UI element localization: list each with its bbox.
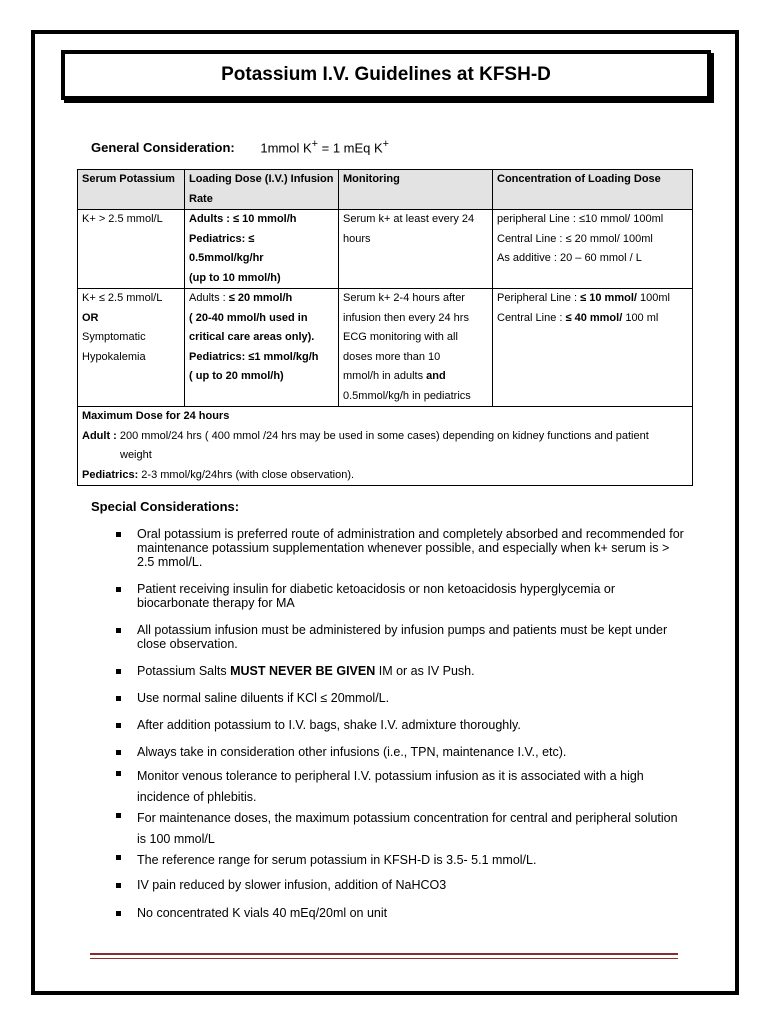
max-dose-peds-text: 2-3 mmol/kg/24hrs (with close observation). [138,468,355,481]
list-item: Use normal saline diluents if KCl ≤ 20mmol/L. [112,691,687,705]
row2-dose-adults-val: ≤ 20 mmol/h [228,292,293,304]
row1-conc-1: peripheral Line : ≤10 mmol/ 100ml [497,213,664,225]
row2-dose-line-2: ( 20-40 mmol/h used in [189,311,308,324]
guidelines-table [77,169,693,486]
row1-conc-2: Central Line : ≤ 20 mmol/ 100ml [497,232,653,245]
salts-pre: Potassium Salts [137,664,231,678]
salts-bold: MUST NEVER BE GIVEN [230,664,376,678]
row1-dose-peds-1: Pediatrics: ≤ [189,232,255,245]
header-serum: Serum Potassium [78,170,185,210]
max-dose-peds [82,466,688,486]
list-item: After addition potassium to I.V. bags, shake I.V. admixture thoroughly. [112,718,687,732]
table-row-max-dose [78,407,693,486]
list-item: Always take in consideration other infusions (i.e., TPN, maintenance I.V., etc). [112,745,687,759]
row2-dose-adults [189,289,334,309]
row2-serum-1: K+ ≤ 2.5 mmol/L [82,292,163,304]
general-consideration-label: General Consideration: [91,140,235,156]
row2-mon-1: Serum k+ 2-4 hours after [343,292,465,304]
row2-mon-5 [343,367,488,387]
row1-dose-peds-3: (up to 10 mmol/h) [189,271,281,284]
header-loading-dose: Loading Dose (I.V.) Infusion Rate [185,170,339,210]
row2-serum-2: OR [82,311,99,324]
row1-monitoring: Serum k+ at least every 24 hours [339,210,493,289]
row2-dose-line-4: Pediatrics: ≤1 mmol/kg/h [189,350,319,363]
max-dose-adult-label: Adult : [82,429,117,442]
row1-serum: K+ > 2.5 mmol/L [78,210,185,289]
special-considerations-list [112,527,687,920]
row2-dose-line-5: ( up to 20 mmol/h) [189,370,284,382]
row2-mon-5-and: and [426,370,446,382]
conversion-text-mid: = 1 mEq K [318,140,383,156]
conversion-sup-1: + [311,138,318,150]
title-box [61,50,711,100]
list-item: All potassium infusion must be administered by infusion pumps and patients must be kept under close observation. [112,623,687,651]
row2-mon-2: infusion then every 24 hrs [343,311,469,324]
list-item: Oral potassium is preferred route of administration and completely absorbed and recommended for maintenance potassium supplementation whenever possible, and especially when k+ serum is > 2.5 mmol/L. [112,527,687,569]
table-row [78,210,693,289]
row2-conc-1 [497,289,688,309]
conversion-text-pre: 1mmol K [260,140,312,156]
row2-conc-2 [497,309,688,329]
row2-monitoring [339,289,493,407]
general-consideration [91,138,389,155]
row2-serum-4: Hypokalemia [82,350,146,363]
row2-mon-5-pre: mmol/h in adults [343,370,427,382]
row2-mon-3: ECG monitoring with all [343,331,458,343]
row2-serum [78,289,185,407]
list-item: No concentrated K vials 40 mEq/20ml on unit [112,906,687,920]
row2-conc-2-post: 100 ml [622,311,659,324]
row2-dose-line-3: critical care areas only). [189,331,315,343]
list-item-salts [112,664,687,678]
list-item: Patient receiving insulin for diabetic ketoacidosis or non ketoacidosis hyperglycemia or biocarbonate therapy for MA [112,582,687,610]
max-dose-peds-label: Pediatrics: [82,468,139,481]
row2-conc-2-pre: Central Line : [497,311,566,324]
row2-conc-1-post: 100ml [636,292,670,304]
list-item: The reference range for serum potassium in KFSH-D is 3.5- 5.1 mmol/L. [112,850,687,871]
row2-dose [185,289,339,407]
max-dose-adult-text: 200 mmol/24 hrs ( 400 mmol /24 hrs may be used in some cases) depending on kidney functions and patient [116,429,649,442]
footer-divider [90,953,678,959]
row1-dose-adults: Adults : ≤ 10 mmol/h [189,213,297,225]
special-considerations-title: Special Considerations: [91,499,240,514]
max-dose-adult [82,427,688,447]
list-item: For maintenance doses, the maximum potassium concentration for central and peripheral solution is 100 mmol/L [112,808,687,850]
salts-post: IM or as IV Push. [375,664,475,678]
table-row [78,289,693,407]
row1-dose [185,210,339,289]
row1-concentration [493,210,693,289]
row2-conc-1-pre: Peripheral Line : [497,292,581,304]
header-monitoring: Monitoring [339,170,493,210]
row2-conc-1-val: ≤ 10 mmol/ [580,292,637,304]
max-dose-adult-cont: weight [120,449,152,461]
list-item: IV pain reduced by slower infusion, addition of NaHCO3 [112,878,687,892]
list-item: Monitor venous tolerance to peripheral I.V. potassium infusion as it is associated with a high incidence of phlebitis. [112,766,687,808]
page-title: Potassium I.V. Guidelines at KFSH-D [221,64,551,85]
row2-serum-3: Symptomatic [82,331,146,343]
header-concentration: Concentration of Loading Dose [493,170,693,210]
conversion-sup-2: + [382,138,389,150]
table-header-row [78,170,693,210]
row2-mon-4: doses more than 10 [343,350,441,363]
max-dose-title: Maximum Dose for 24 hours [82,410,230,422]
row2-conc-2-val: ≤ 40 mmol/ [565,311,623,324]
row1-dose-peds-2: 0.5mmol/kg/hr [189,252,264,264]
row1-conc-3: As additive : 20 – 60 mmol / L [497,252,642,264]
max-dose-cell [78,407,693,486]
row2-mon-6: 0.5mmol/kg/h in pediatrics [343,389,471,402]
row2-dose-adults-pre: Adults : [189,292,229,304]
row2-concentration [493,289,693,407]
